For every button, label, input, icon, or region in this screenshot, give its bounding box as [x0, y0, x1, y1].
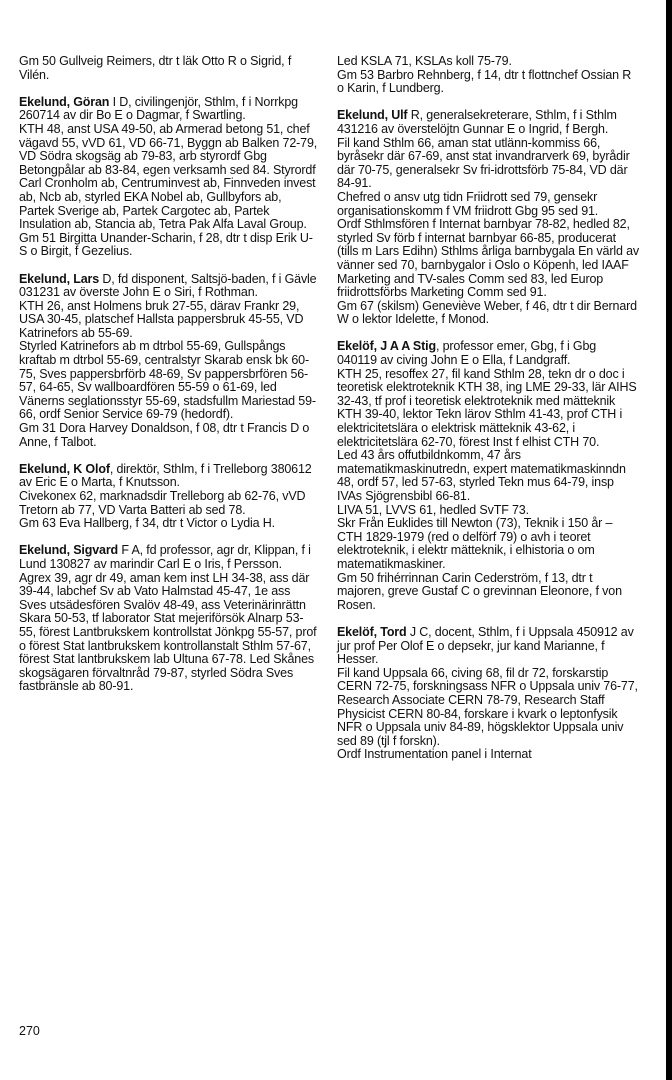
entry-paragraph: [19, 463, 319, 490]
entry-paragraph: Gm 50 Gullveig Reimers, dtr t läk Otto R o Sigrid, f Vilén.: [19, 54, 292, 82]
entry-surname: Ekelund, Göran: [19, 94, 110, 109]
entry-intro: R, generalsekreterare, Sthlm, f i Sthlm 431216 av överstelöjtn Gunnar E o Ingrid, f Bergh.: [337, 108, 617, 136]
biography-entry: [19, 544, 319, 694]
entry-given-name: J A A Stig: [380, 339, 436, 354]
entry-paragraph: [19, 96, 319, 123]
biography-entry: [19, 55, 319, 82]
entry-paragraph: Gm 67 (skilsm) Geneviève Weber, f 46, dtr t dir Bernard W o lektor Idelette, f Monod.: [337, 298, 637, 327]
entry-paragraph: Gm 51 Birgitta Unander-Scharin, f 28, dtr t disp Erik U-S o Birgit, f Gezelius.: [19, 230, 313, 259]
entry-paragraph: Fil kand Uppsala 66, civing 68, fil dr 72, forskarstip CERN 72-75, forskningsass NFR o Uppsala univ 76-77, Research Associate CERN 78-79, Research Staff Physicist CERN 80-84, forskare i kvark o leptonfysik NFR o Uppsala univ 84-89, högsklektor Uppsala univ sed 89 (tjl f forskn).: [337, 665, 638, 748]
entry-paragraph: LIVA 51, LVVS 61, hedled SvTF 73.: [337, 502, 529, 517]
entry-intro: F A, fd professor, agr dr, Klippan, f i Lund 130827 av marindir Carl E o Iris, f Persson.: [19, 543, 311, 571]
entry-paragraph: Ordf Instrumentation panel i Internat: [337, 747, 532, 762]
biography-entry: [19, 273, 319, 450]
entry-paragraph: KTH 26, anst Holmens bruk 27-55, därav Frankr 29, USA 30-45, platschef Hallsta pappersbruk 45-55, VD Katrinefors ab 55-69.: [19, 298, 304, 340]
page-number: 270: [19, 1024, 40, 1038]
entry-paragraph: [337, 626, 639, 667]
entry-surname: Ekelund,: [19, 461, 70, 476]
entry-surname: Ekelöf, Tord: [337, 624, 407, 639]
entry-paragraph: Styrled Katrinefors ab m dtrbol 55-69, Gullspångs kraftab m dtrbol 55-69, centralstyr Skarab ensk bk 60-75, Sves pappersbrförb 48-69, Sv pappersbrfören 56-57, 64-65, Sv wallboardfören 55-59 o 61-69, led Vänerns seglationsstyr 55-69, stadsfullm Mariestad 59-66, ordf Senior Service 69-79 (hedordf).: [19, 339, 316, 422]
entry-paragraph: Gm 50 frihérrinnan Carin Cederström, f 13, dtr t majoren, greve Gustaf C o grevinnan Eleonore, f von Rosen.: [337, 570, 622, 612]
entry-paragraph: Gm 31 Dora Harvey Donaldson, f 08, dtr t Francis D o Anne, f Talbot.: [19, 421, 310, 449]
entry-given-name: K Olof: [73, 461, 110, 476]
scan-edge-bar: [666, 0, 672, 1080]
biography-entry: [19, 96, 319, 259]
entry-paragraph: Agrex 39, agr dr 49, aman kem inst LH 34-38, ass där 39-44, labchef Sv ab Vato Halmstad 45-47, 1e ass Sves utsädesfören Svalöv 48-49, ass Veterinärinrättn Skara 50-53, tf laborator Stat mejeriförsök Alnarp 53-55, förest Lantbrukskem kontrollstat Jönkpg 55-57, prof o förest Stat lantbrukskem kontrollanstalt Sthlm 57-67, förest Stat lantbrukskem lab Ultuna 67-78. Led Skånes skogsägaren förvaltnråd 79-87, styrled Södra Sves fastbränsle ab 80-91.: [19, 570, 317, 694]
entry-intro: , professor emer, Gbg, f i Gbg 040119 av civing John E o Ella, f Landgraff.: [337, 339, 597, 368]
entry-intro: I D, civilingenjör, Sthlm, f i Norrkpg 260714 av dir Bo E o Dagmar, f Swartling.: [19, 94, 298, 123]
biography-entry: [19, 463, 319, 531]
entry-paragraph: [337, 109, 639, 136]
entry-surname: Ekelund, Sigvard: [19, 543, 119, 558]
entry-paragraph: Led KSLA 71, KSLAs koll 75-79.: [337, 54, 512, 68]
biography-entry: [337, 626, 639, 762]
entry-surname: Ekelund, Lars: [19, 271, 100, 286]
entry-paragraph: KTH 25, resoffex 27, fil kand Sthlm 28, tekn dr o doc i teoretisk elektroteknik KTH 38, ing LME 29-33, lär AIHS 32-43, tf prof i teoretisk elektroteknik med mätteknik KTH 39-40, lektor Tekn lärov Sthlm 41-43, prof CTH i elektricitetslära o elektrisk mätteknik 43-62, i elektricitetslära 62-70, förest Inst f elhist CTH 70.: [337, 366, 637, 449]
entry-paragraph: KTH 48, anst USA 49-50, ab Armerad betong 51, chef vägavd 55, vVD 61, VD 66-71, Byggn ab Balken 72-79, VD Södra skogsäg ab 79-83, arb styrordf Gbg Betongpålar ab 83-84, egen verksamh sed 84. Styrordf Carl Cronholm ab, Centruminvest ab, Finnveden invest ab, Ncb ab, styrled EKA Nobel ab, Gullbyfors ab, Partek Sverige ab, Partek Cargotec ab, Partek Insulation ab, Stancia ab, Tetra Pak Alfa Laval Group.: [19, 121, 318, 232]
entry-intro: D, fd disponent, Saltsjö-baden, f i Gävle 031231 av överste John E o Siri, f Rothman.: [19, 271, 317, 300]
entry-paragraph: Chefred o ansv utg tidn Friidrott sed 79, gensekr organisationskomm f VM friidrott Gbg 95 sed 91.: [337, 189, 599, 218]
entry-paragraph: [19, 544, 319, 571]
left-column: [19, 55, 319, 708]
biography-entry: [337, 55, 639, 96]
entry-paragraph: Gm 53 Barbro Rehnberg, f 14, dtr t flottnchef Ossian R o Karin, f Lundberg.: [337, 67, 632, 96]
right-column: [337, 55, 639, 775]
entry-paragraph: Ordf Sthlmsfören f Internat barnbyar 78-82, hedled 82, styrled Sv förb f internat barnbyar 66-85, producerat (tills m Lars Edihn) Sthlms årliga barnbygala En värld av vänner sed 70, barnbygalor i Oslo o Köpenh, led IAAF Marketing and TV-sales Comm sed 83, led Europ friidrottsförbs Marketing Comm sed 91.: [337, 217, 639, 300]
entry-paragraph: Civekonex 62, marknadsdir Trelleborg ab 62-76, vVD Tretorn ab 77, VD Varta Batteri ab sed 78.: [19, 489, 306, 517]
entry-surname: Ekelund, Ulf: [337, 108, 408, 123]
entry-intro: J C, docent, Sthlm, f i Uppsala 450912 av jur prof Per Olof E o depsekr, jur kand Marianne, f Hesser.: [337, 624, 634, 667]
entry-paragraph: [337, 340, 639, 367]
entry-paragraph: [19, 273, 319, 300]
biography-entry: [337, 109, 639, 327]
biography-entry: [337, 340, 639, 612]
entry-paragraph: Gm 63 Eva Hallberg, f 34, dtr t Victor o Lydia H.: [19, 516, 275, 531]
entry-paragraph: Fil kand Sthlm 66, aman stat utlänn-kommiss 66, byråsekr där 67-69, anst stat invandrarverk 69, byrådir där 70-75, generalsekr Sv fri-idrottsförb 75-84, VD där 84-91.: [337, 135, 630, 191]
entry-paragraph: Led 43 års offutbildnkomm, 47 års matematikmaskinutredn, expert matematikmaskinndn 48, ordf 57, led 57-63, styrled Tekn mus 64-79, insp IVAs Sjögrensbibl 66-81.: [337, 448, 626, 503]
entry-paragraph: Skr Från Euklides till Newton (73), Teknik i 150 år – CTH 1829-1979 (red o delförf 79) o avh i teoret elektroteknik, i elektr mätteknik, i elhistoria o om matematikmaskiner.: [337, 516, 613, 571]
entry-surname: Ekelöf,: [337, 339, 377, 354]
entry-intro: , direktör, Sthlm, f i Trelleborg 380612 av Eric E o Marta, f Knutsson.: [19, 461, 312, 490]
